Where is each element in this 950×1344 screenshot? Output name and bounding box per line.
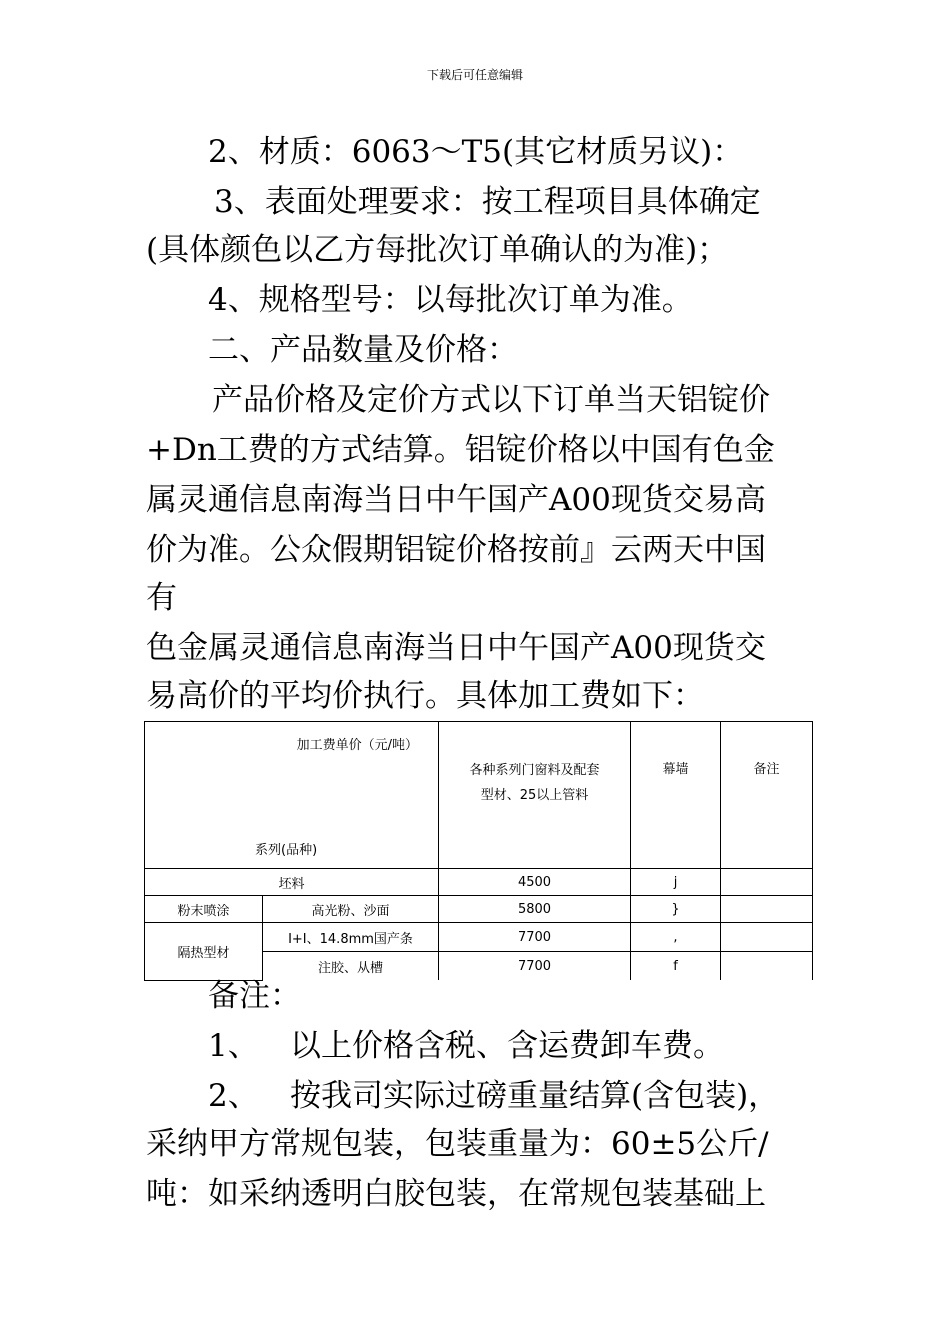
table-header-row: [145, 722, 813, 869]
page-header: 下载后可任意编辑: [426, 68, 523, 82]
row-price: 4500: [439, 869, 631, 896]
paragraph-line: 有: [146, 580, 177, 616]
row-price: 5800: [439, 896, 631, 923]
note-text: 以上价格含税、含运费卸车费。: [290, 1028, 724, 1064]
paragraph-line: 2、材质：6063～T5(其它材质另议)：: [208, 134, 744, 170]
header-price-label: 加工费单价（元/吨）: [296, 738, 418, 753]
row-mark: ,: [631, 923, 721, 952]
row-group: 隔热型材: [145, 923, 263, 981]
paragraph-line: 属灵通信息南海当日中午国产A00现货交易高: [146, 482, 766, 518]
paragraph-line: 3、表面处理要求：按工程项目具体确定: [214, 184, 761, 220]
header-doors-windows-line1: 各种系列门窗料及配套: [469, 763, 600, 778]
header-curtain-wall: 幕墙: [631, 722, 721, 869]
row-note: [721, 952, 813, 981]
paragraph-line: 色金属灵通信息南海当日中午国产A00现货交: [146, 630, 766, 666]
paragraph-line: 4、规格型号：以每批次订单为准。: [208, 282, 693, 318]
paragraph-line: 价为准。公众假期铝锭价格按前』云两天中国: [146, 532, 766, 568]
header-remarks: 备注: [721, 722, 813, 869]
row-price: 7700: [439, 952, 631, 981]
row-item: 坯料: [145, 869, 439, 896]
row-mark: }: [631, 896, 721, 923]
row-group: 粉末喷涂: [145, 896, 263, 923]
header-doors-windows: [439, 722, 631, 869]
note-text: 采纳甲方常规包装，包装重量为：60±5公斤/: [146, 1126, 769, 1162]
header-doors-windows-line2: 型材、25以上管料: [480, 788, 589, 803]
fee-table: [144, 721, 813, 981]
row-note: [721, 896, 813, 923]
diagonal-header-cell: [145, 722, 439, 869]
paragraph-line: +Dn工费的方式结算。铝锭价格以中国有色金: [146, 432, 775, 468]
row-item: 高光粉、沙面: [263, 896, 439, 923]
row-price: 7700: [439, 923, 631, 952]
paragraph-line: 产品价格及定价方式以下订单当天铝锭价: [212, 382, 770, 418]
note-text: 按我司实际过磅重量结算(含包装)，: [290, 1078, 780, 1114]
notes-heading: 备注：: [208, 978, 301, 1014]
note-number: 1、: [208, 1028, 259, 1064]
row-item: 注胶、从槽: [263, 952, 439, 981]
paragraph-line: 易高价的平均价执行。具体加工费如下：: [146, 678, 704, 714]
row-note: [721, 869, 813, 896]
table-row: [145, 923, 813, 952]
row-mark: f: [631, 952, 721, 981]
paragraph-line: (具体颜色以乙方每批次订单确认的为准)；: [146, 232, 729, 268]
header-series-label: 系列(品种): [255, 843, 318, 858]
table-row: [145, 896, 813, 923]
note-number: 2、: [208, 1078, 259, 1114]
section-heading: 二、产品数量及价格：: [208, 332, 518, 368]
row-item: I+I、14.8mm国产条: [263, 923, 439, 952]
table-row: [145, 869, 813, 896]
note-text: 吨：如采纳透明白胶包装，在常规包装基础上: [146, 1176, 766, 1212]
row-mark: j: [631, 869, 721, 896]
row-note: [721, 923, 813, 952]
